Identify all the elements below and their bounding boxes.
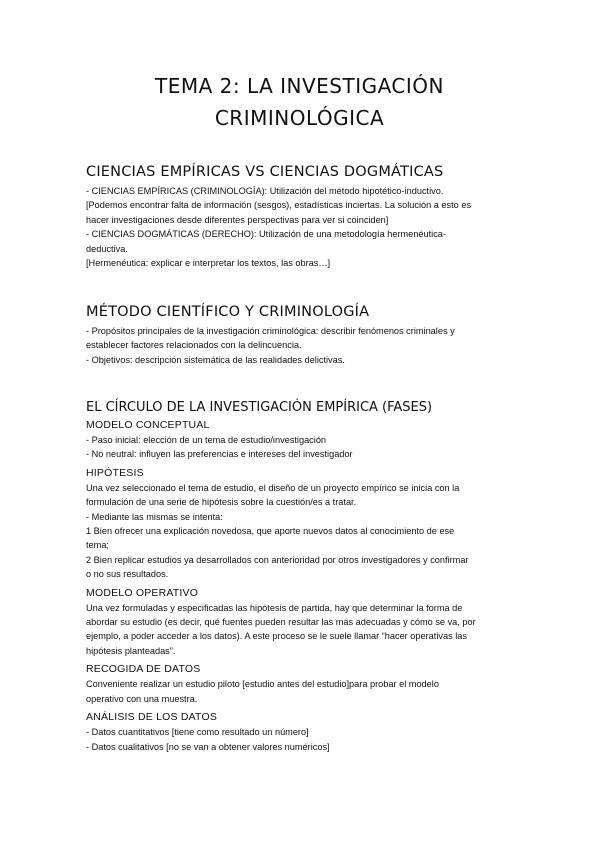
paragraph-line: formulación de una serie de hipótesis sobre la cuestión/es a tratar. bbox=[86, 497, 357, 508]
paragraph-line: establecer factores relacionados con la delincuencia. bbox=[86, 340, 302, 351]
paragraph-line: - Datos cualitativos [no se van a obtener valores numéricos] bbox=[86, 741, 330, 752]
paragraph-line: Conveniente realizar un estudio piloto [estudio antes del estudio]para probar el modelo bbox=[86, 679, 439, 690]
paragraph-line: 1 Bien ofrecer una explicación novedosa, que aporte nuevos datos al conocimiento de ese bbox=[86, 526, 455, 537]
section-heading: MÉTODO CIENTÍFICO Y CRIMINOLOGÍA bbox=[86, 304, 370, 320]
page-title-line-1: TEMA 2: LA INVESTIGACIÓN bbox=[155, 74, 444, 98]
subsection-heading: HIPÓTESIS bbox=[86, 466, 144, 479]
paragraph-line: - Mediante las mismas se intenta: bbox=[86, 511, 223, 522]
paragraph-line: abordar su estudio (es decir, qué fuentes pueden resultar las más adecuadas y cómo se va, por bbox=[86, 617, 476, 628]
paragraph-line: operativo con una muestra. bbox=[86, 693, 198, 704]
section-metodo-cientifico bbox=[86, 304, 526, 367]
subsection-heading: MODELO OPERATIVO bbox=[86, 586, 199, 599]
subsection-heading: RECOGIDA DE DATOS bbox=[86, 663, 201, 676]
paragraph-line: - Datos cuantitativos [tiene como resultado un número] bbox=[86, 727, 309, 738]
paragraph-line: - CIENCIAS DOGMÁTICAS (DERECHO): Utilización de una metodología hermenéutica- bbox=[86, 229, 446, 240]
paragraph-line: - Objetivos: descripción sistemática de las realidades delictivas. bbox=[86, 354, 345, 365]
paragraph-line: Una vez seleccionado el tema de estudio, el diseño de un proyecto empírico se inicia con la bbox=[86, 482, 460, 493]
paragraph-line: - Paso inicial: elección de un tema de estudio/investigación bbox=[86, 435, 327, 445]
subsection-heading: ANÁLISIS DE LOS DATOS bbox=[86, 711, 218, 724]
paragraph-line: - CIENCIAS EMPÍRICAS (CRIMINOLOGÍA): Utilización del método hipotético-inductivo. bbox=[86, 186, 444, 196]
paragraph-line: - No neutral: influyen las preferencias e intereses del investigador bbox=[86, 449, 353, 460]
paragraph-line: Una vez formuladas y especificadas las hipótesis de partida, hay que determinar la forma de bbox=[86, 602, 463, 613]
section-circulo-investigacion bbox=[86, 400, 526, 754]
paragraph-line: 2 Bien replicar estudios ya desarrollados con anterioridad por otros investigadores y confirmar bbox=[86, 554, 469, 565]
subsection-heading: MODELO CONCEPTUAL bbox=[86, 419, 210, 431]
paragraph-line: - Propósitos principales de la investigación criminológica: describir fenómenos criminales y bbox=[86, 326, 455, 336]
paragraph-line: ejemplo, a poder acceder a los datos). A este proceso se le suele llamar “hacer operativas las bbox=[86, 631, 467, 642]
paragraph-line: deductiva. bbox=[86, 243, 128, 254]
paragraph-line: tema; bbox=[86, 540, 109, 551]
paragraph-line: hipótesis planteadas”. bbox=[86, 645, 176, 656]
paragraph-line: [Podemos encontrar falta de información (sesgos), estadísticas inciertas. La solución a esto es bbox=[86, 200, 472, 211]
section-heading: CIENCIAS EMPÍRICAS VS CIENCIAS DOGMÁTICAS bbox=[86, 164, 444, 180]
paragraph-line: [Hermenéutica: explicar e interpretar los textos, las obras…] bbox=[86, 258, 331, 269]
section-heading: EL CÍRCULO DE LA INVESTIGACIÓN EMPÍRICA (FASES) bbox=[86, 400, 433, 415]
page-title-line-2: CRIMINOLÓGICA bbox=[214, 106, 385, 130]
section-empiricas-vs-dogmaticas bbox=[86, 164, 526, 270]
paragraph-line: hacer investigaciones desde diferentes perspectivas para ver si coinciden] bbox=[86, 214, 389, 225]
paragraph-line: o no sus resultados. bbox=[86, 569, 169, 580]
